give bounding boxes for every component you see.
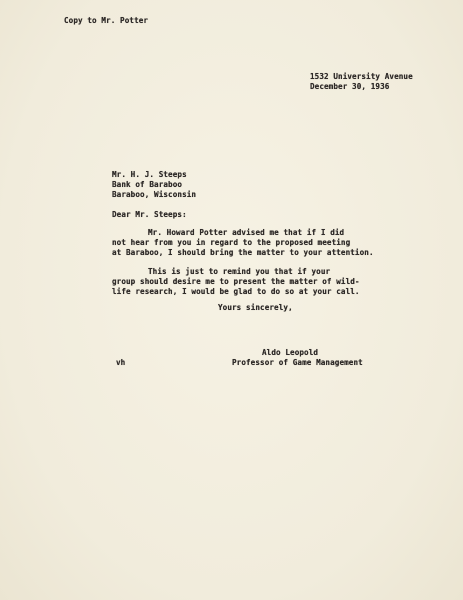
paragraph2-line: This is just to remind you that if your: [148, 267, 331, 276]
recipient-name: Mr. H. J. Steeps: [112, 170, 187, 179]
salutation: Dear Mr. Steeps:: [112, 210, 187, 219]
signature-title: Professor of Game Management: [232, 358, 363, 367]
paragraph1-line: not hear from you in regard to the proposed meeting: [112, 238, 351, 247]
letter-date: December 30, 1936: [310, 82, 390, 91]
closing: Yours sincerely,: [218, 303, 293, 312]
sender-street: 1532 University Avenue: [310, 72, 413, 81]
recipient-org: Bank of Baraboo: [112, 180, 183, 189]
paragraph2-line: life research, I would be glad to do so at your call.: [112, 287, 360, 296]
recipient-city: Baraboo, Wisconsin: [112, 190, 197, 199]
paragraph2-line: group should desire me to present the matter of wild-: [112, 277, 360, 286]
copy-note: Copy to Mr. Potter: [64, 16, 149, 25]
signature-name: Aldo Leopold: [262, 348, 319, 357]
typist-initials: vh: [116, 358, 126, 367]
paragraph1-line: Mr. Howard Potter advised me that if I did: [148, 228, 345, 237]
paragraph1-line: at Baraboo, I should bring the matter to your attention.: [112, 248, 374, 257]
